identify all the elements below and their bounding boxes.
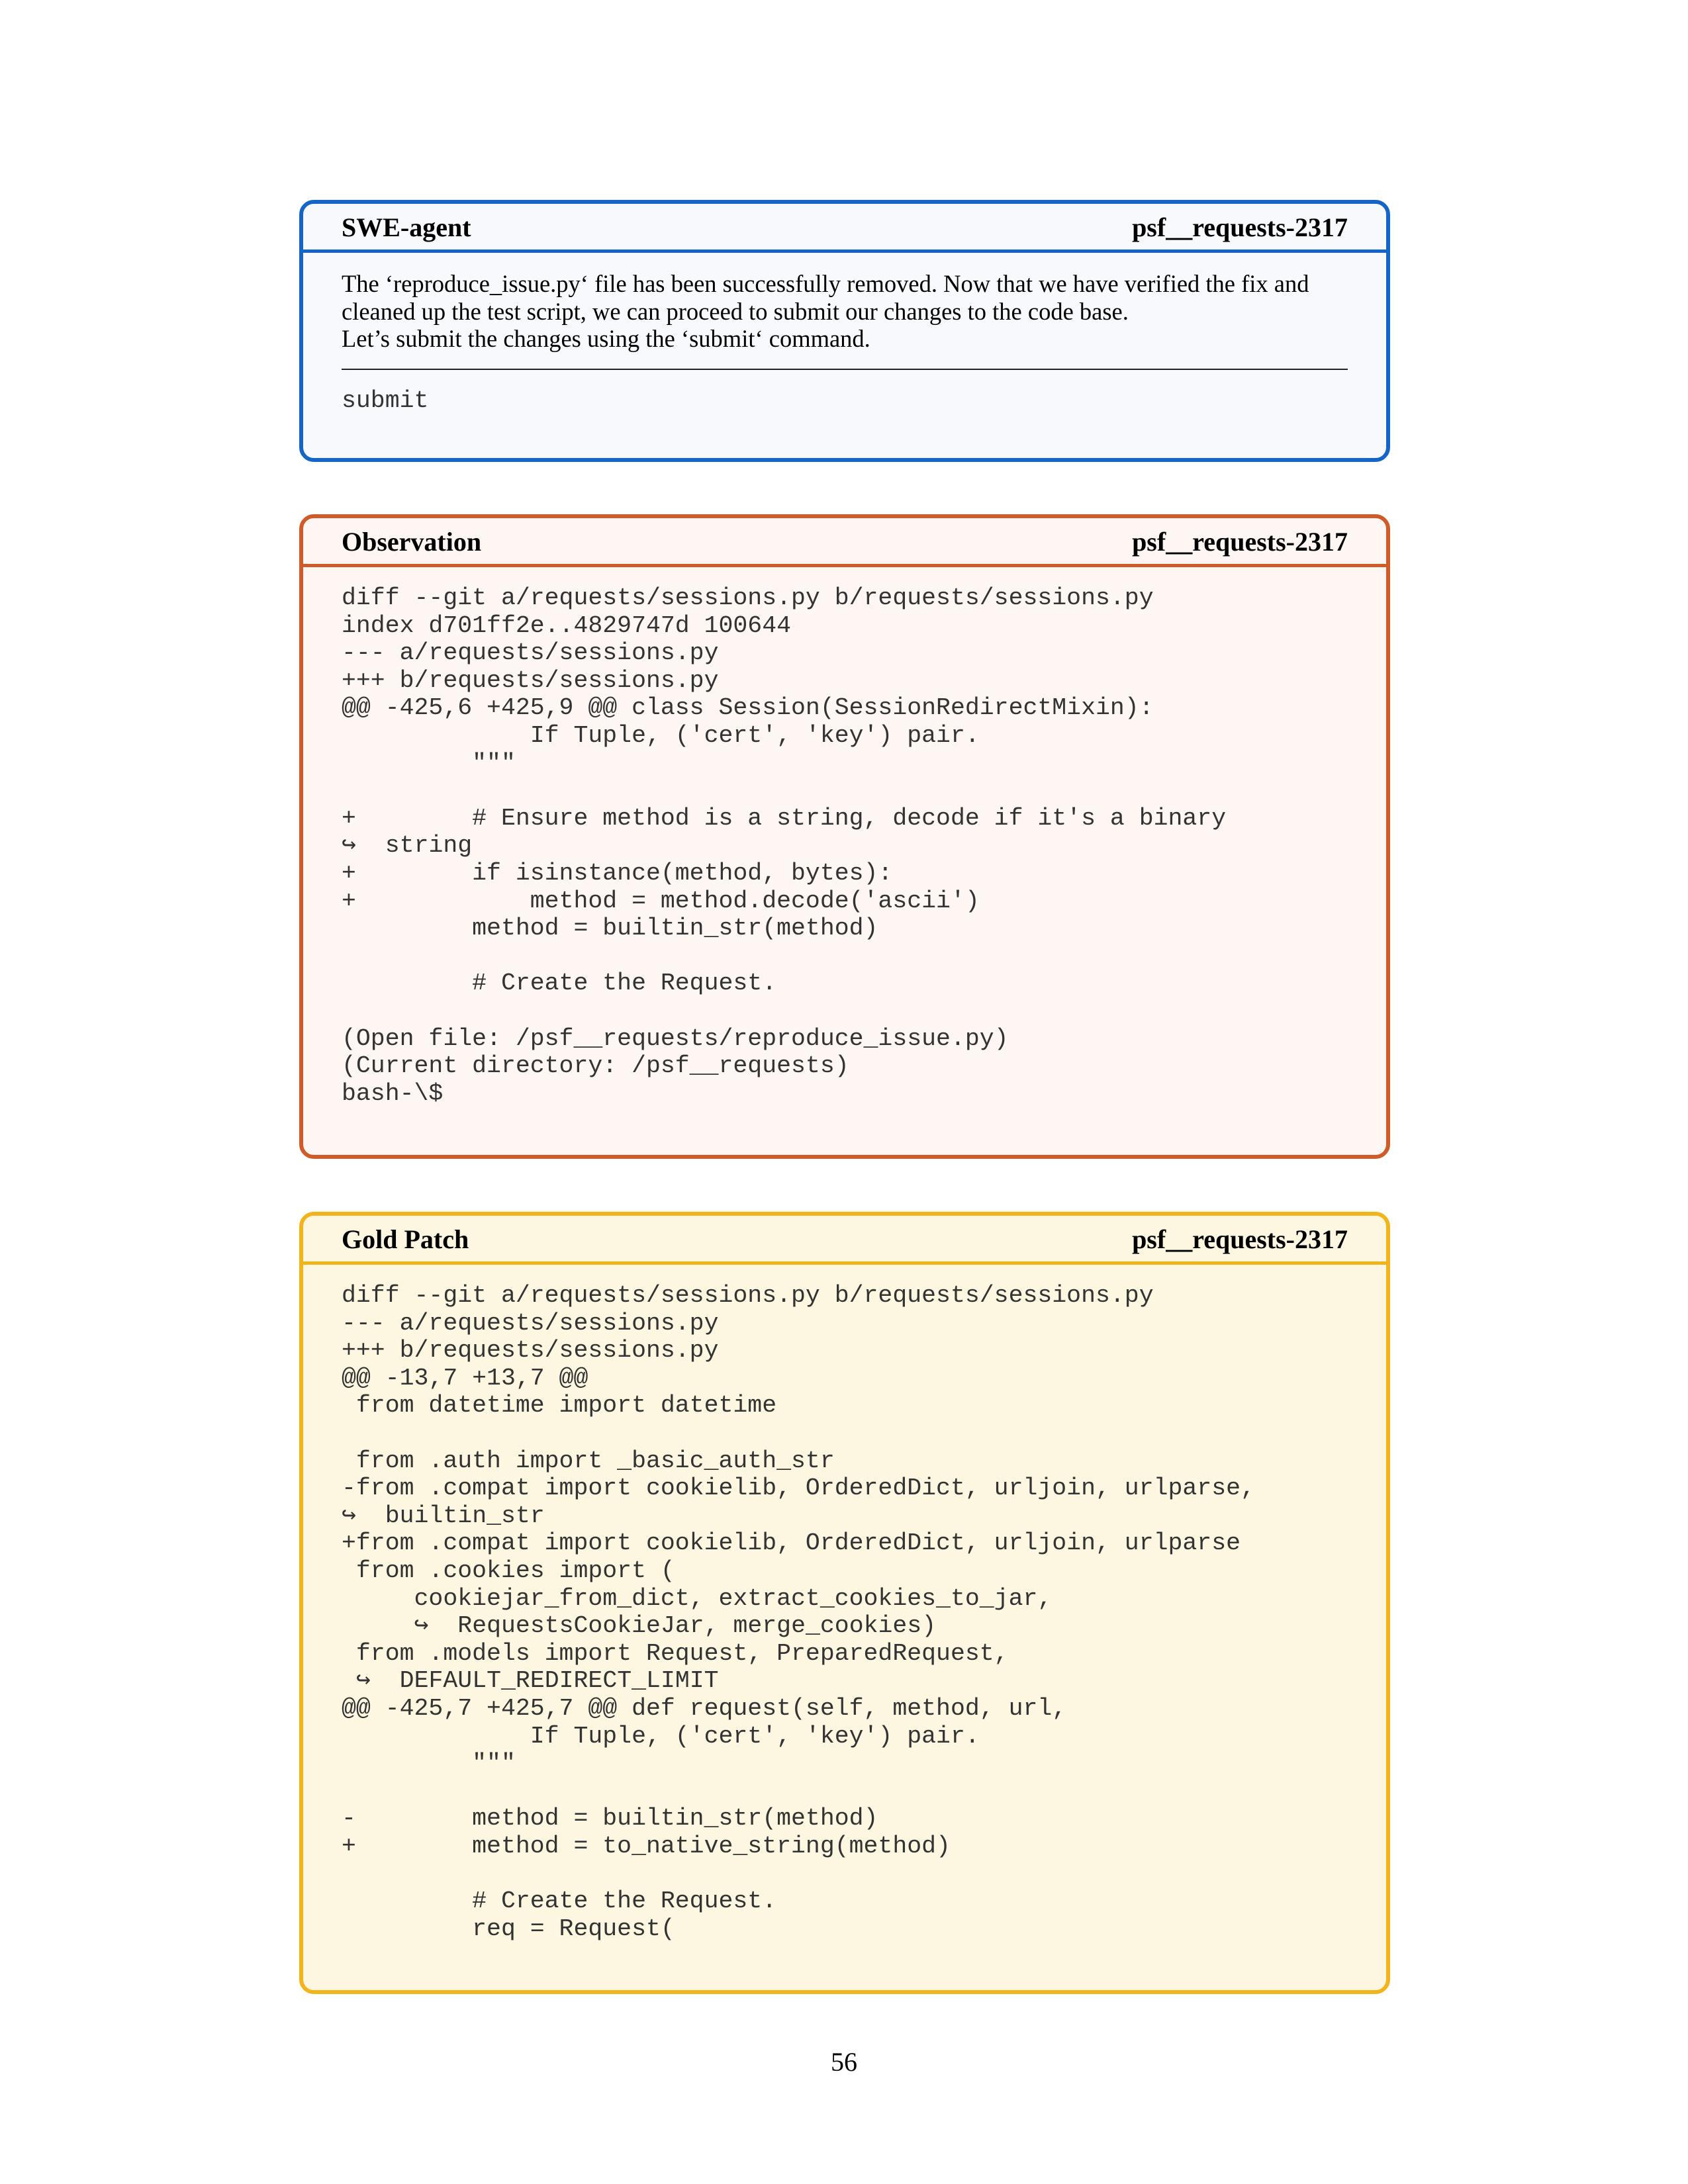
code-line: req = Request(: [342, 1915, 675, 1942]
gold-patch-box: [299, 1212, 1390, 1994]
code-line: (Open file: /psf__requests/reproduce_issue.py): [342, 1024, 1009, 1052]
observation-box-body: [303, 567, 1386, 1107]
code-line: [342, 942, 1348, 970]
observation-box-header: [303, 518, 1386, 567]
code-line: + method = to_native_string(method): [342, 1832, 951, 1860]
code-line: --- a/requests/sessions.py: [342, 639, 719, 667]
code-line: (Current directory: /psf__requests): [342, 1052, 849, 1080]
code-line: diff --git a/requests/sessions.py b/requests/sessions.py: [342, 584, 1154, 612]
observation-box: [299, 514, 1390, 1159]
code-line: @@ -13,7 +13,7 @@: [342, 1364, 588, 1392]
observation-code-block: [342, 567, 1348, 1107]
code-line: from .models import Request, PreparedRequest,: [342, 1639, 1009, 1667]
swe-agent-thought-paragraph-2: Let’s submit the changes using the ‘submit‘ command.: [342, 325, 870, 352]
swe-agent-box-title: SWE-agent: [342, 212, 471, 242]
code-line: [342, 777, 1348, 805]
code-line: --- a/requests/sessions.py: [342, 1309, 719, 1337]
code-line: -from .compat import cookielib, OrderedDict, urljoin, urlparse,: [342, 1475, 1255, 1502]
code-line: [342, 1860, 1348, 1888]
code-line: """: [342, 1750, 516, 1778]
gold-patch-box-header: [303, 1216, 1386, 1265]
code-line: index d701ff2e..4829747d 100644: [342, 612, 792, 639]
code-line: cookiejar_from_dict, extract_cookies_to_jar,: [342, 1584, 1053, 1612]
gold-patch-code-block: [342, 1265, 1348, 1942]
code-line: - method = builtin_str(method): [342, 1805, 878, 1833]
code-line: +++ b/requests/sessions.py: [342, 1337, 719, 1365]
gold-patch-box-title: Gold Patch: [342, 1224, 469, 1254]
code-line: +++ b/requests/sessions.py: [342, 666, 719, 694]
observation-box-title: Observation: [342, 527, 482, 557]
gold-patch-instance-id: psf__requests-2317: [1132, 1224, 1348, 1254]
code-line: + method = method.decode('ascii'): [342, 887, 980, 915]
code-line: + # Ensure method is a string, decode if it's a binary: [342, 804, 1227, 832]
code-line: [342, 1778, 1348, 1805]
swe-agent-thought: [342, 253, 1348, 353]
code-line: + if isinstance(method, bytes):: [342, 859, 893, 887]
code-line: from .cookies import (: [342, 1557, 675, 1584]
code-line: ↪ RequestsCookieJar, merge_cookies): [342, 1612, 937, 1640]
swe-agent-box: [299, 200, 1390, 462]
swe-agent-instance-id: psf__requests-2317: [1132, 212, 1348, 242]
code-line: @@ -425,7 +425,7 @@ def request(self, method, url,: [342, 1694, 1067, 1722]
swe-agent-thought-paragraph-1: The ‘reproduce_issue.py‘ file has been successfully removed. Now that we have verified the fix and cleaned up the test script, we can proceed to submit our changes to the code base.: [342, 270, 1309, 325]
code-line: diff --git a/requests/sessions.py b/requests/sessions.py: [342, 1282, 1154, 1309]
code-line: [342, 997, 1348, 1025]
gold-patch-box-body: [303, 1265, 1386, 1942]
code-line: ↪ builtin_str: [342, 1502, 545, 1529]
code-line: from .auth import _basic_auth_str: [342, 1447, 835, 1475]
code-line: method = builtin_str(method): [342, 915, 878, 942]
code-line: # Create the Request.: [342, 970, 777, 997]
code-line: [342, 1420, 1348, 1447]
code-line: If Tuple, ('cert', 'key') pair.: [342, 1722, 980, 1750]
code-line: ↪ DEFAULT_REDIRECT_LIMIT: [342, 1667, 719, 1695]
code-line: If Tuple, ('cert', 'key') pair.: [342, 721, 980, 749]
swe-agent-divider: [342, 369, 1348, 370]
swe-agent-box-body: [303, 253, 1386, 414]
swe-agent-box-header: [303, 204, 1386, 253]
code-line: # Create the Request.: [342, 1888, 777, 1915]
code-line: bash-\$: [342, 1079, 444, 1107]
code-line: @@ -425,6 +425,9 @@ class Session(SessionRedirectMixin):: [342, 694, 1154, 722]
code-line: """: [342, 749, 516, 777]
code-line: from datetime import datetime: [342, 1392, 777, 1420]
swe-agent-command: submit: [342, 387, 429, 414]
code-line: ↪ string: [342, 832, 473, 860]
page-number: 56: [831, 2047, 857, 2077]
code-line: +from .compat import cookielib, OrderedDict, urljoin, urlparse: [342, 1529, 1241, 1557]
observation-instance-id: psf__requests-2317: [1132, 527, 1348, 557]
